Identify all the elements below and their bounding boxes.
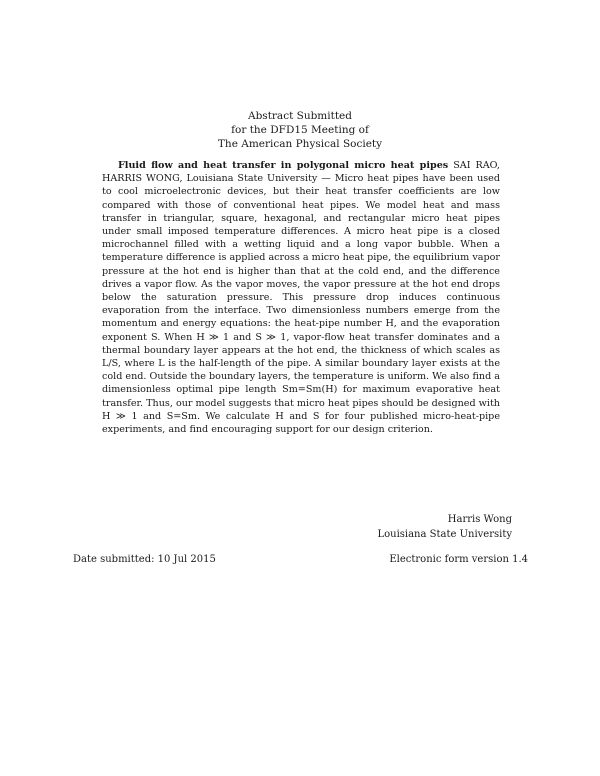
abstract-title: Fluid flow and heat transfer in polygonal micro heat pipes [118, 160, 449, 171]
author-block [377, 512, 512, 542]
header-line-society: The American Physical Society [217, 138, 383, 150]
header-line-abstract-submitted: Abstract Submitted [248, 110, 352, 122]
date-submitted: Date submitted: 10 Jul 2015 [73, 554, 216, 565]
author-affiliation: Louisiana State University [377, 529, 512, 540]
abstract-paragraph [102, 159, 500, 436]
form-version: Electronic form version 1.4 [389, 554, 528, 565]
header-line-meeting: for the DFD15 Meeting of [231, 124, 369, 136]
submission-header [0, 109, 600, 151]
author-name: Harris Wong [447, 514, 512, 525]
abstract-body: SAI RAO, HARRIS WONG, Louisiana State University — Micro heat pipes have been used to cool microelectronic devices, but their heat transfer coefficients are low compared with those of conventional heat pipes. We model heat and mass transfer in triangular, square, hexagonal, and rectangular micro heat pipes under small imposed temperature differences. A micro heat pipe is a closed microchannel filled with a wetting liquid and a long vapor bubble. When a temperature difference is applied across a micro heat pipe, the equilibrium vapor pressure at the hot end is higher than that at the cold end, and the difference drives a vapor flow. As the vapor moves, the vapor pressure at the hot end drops below the saturation pressure. This pressure drop induces continuous evaporation from the interface. Two dimensionless numbers emerge from the momentum and energy equations: the heat-pipe number H, and the evaporation exponent S. When H ≫ 1 and S ≫ 1, vapor-flow heat transfer dominates and a thermal boundary layer appears at the hot end, the thickness of which scales as L/S, where L is the half-length of the pipe. A similar boundary layer exists at the cold end. Outside the boundary layers, the temperature is uniform. We also find a dimensionless optimal pipe length Sm=Sm(H) for maximum evaporative heat transfer. Thus, our model suggests that micro heat pipes should be designed with H ≫ 1 and S=Sm. We calculate H and S for four published micro-heat-pipe experiments, and find encouraging support for our design criterion. [102, 160, 500, 436]
